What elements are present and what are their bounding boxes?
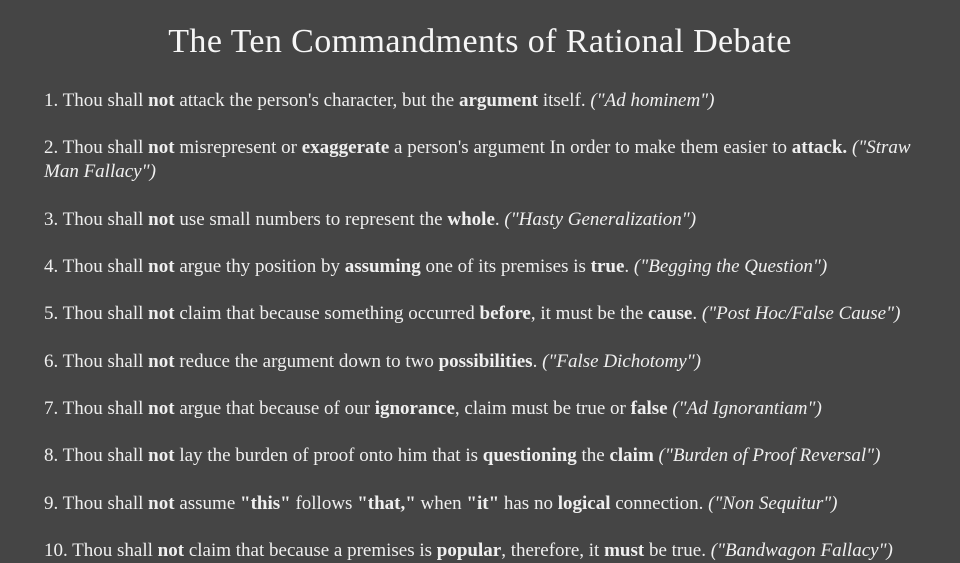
- commandment-text-run: cause: [648, 303, 693, 325]
- commandment-number: 6.: [44, 350, 59, 372]
- commandment-number: 10.: [44, 539, 68, 561]
- commandment-item: [44, 444, 916, 468]
- commandment-text-run: argue thy position by: [174, 256, 345, 278]
- commandment-list: [44, 89, 916, 563]
- commandment-text-run: reduce the argument down to two: [174, 350, 439, 372]
- commandment-text-run: assume: [174, 492, 241, 514]
- commandment-text-run: must: [604, 539, 645, 561]
- commandment-text-run: argue that because of our: [174, 397, 375, 419]
- commandment-text-run: false: [630, 397, 668, 419]
- commandment-text-run: , claim must be true or: [454, 397, 631, 419]
- commandment-item: [44, 255, 916, 279]
- commandment-text-run: popular: [436, 539, 502, 561]
- commandment-text-run: ("Post Hoc/False Cause"): [701, 303, 901, 325]
- commandment-text-run: follows: [290, 492, 358, 514]
- commandment-text-run: "that,": [357, 492, 416, 514]
- commandment-text-run: not: [148, 303, 175, 325]
- commandment-text-run: lay the burden of proof onto him that is: [174, 445, 483, 467]
- commandment-text-run: claim that because a premises is: [184, 539, 437, 561]
- commandment-text-run: ("Begging the Question"): [633, 256, 828, 278]
- commandment-text-run: Thou shall: [62, 89, 149, 111]
- commandment-text-run: ("Ad hominem"): [590, 89, 715, 111]
- commandment-text-run: whole: [447, 208, 495, 230]
- commandment-text-run: Thou shall: [72, 539, 158, 561]
- commandment-text-run: Thou shall: [62, 492, 149, 514]
- commandment-text-run: when: [415, 492, 467, 514]
- commandment-number: 8.: [44, 445, 59, 467]
- commandment-text-run: attack.: [791, 137, 848, 159]
- commandment-text-run: Thou shall: [62, 397, 149, 419]
- commandment-item: [44, 539, 916, 563]
- commandment-text-run: Thou shall: [62, 303, 149, 325]
- commandment-item: [44, 136, 916, 185]
- commandment-text-run: the: [576, 445, 610, 467]
- commandment-text-run: connection.: [610, 492, 709, 514]
- commandment-number: 2.: [44, 137, 59, 159]
- commandment-text-run: questioning: [482, 445, 577, 467]
- commandment-text-run: , it must be the: [530, 303, 649, 325]
- commandment-text-run: claim: [609, 445, 654, 467]
- commandment-text-run: ("Ad Ignorantiam"): [672, 397, 822, 419]
- commandment-text-run: Thou shall: [62, 208, 149, 230]
- commandment-text-run: ("Hasty Generalization"): [504, 208, 697, 230]
- page-title: The Ten Commandments of Rational Debate: [168, 23, 792, 60]
- commandment-text-run: .: [624, 256, 634, 278]
- commandment-text-run: Thou shall: [62, 445, 149, 467]
- commandment-text-run: .: [532, 350, 543, 372]
- commandment-text-run: Thou shall: [62, 256, 149, 278]
- commandment-number: 1.: [44, 89, 59, 111]
- commandment-text-run: Thou shall: [62, 137, 149, 159]
- commandment-text-run: before: [479, 303, 531, 325]
- commandment-text-run: not: [148, 208, 175, 230]
- commandment-text-run: , therefore, it: [501, 539, 605, 561]
- commandment-text-run: use small numbers to represent the: [174, 208, 448, 230]
- commandment-text-run: .: [692, 303, 702, 325]
- commandment-number: 3.: [44, 208, 59, 230]
- commandment-item: [44, 89, 916, 113]
- commandment-number: 5.: [44, 303, 59, 325]
- commandment-text-run: argument: [458, 89, 539, 111]
- commandment-text-run: possibilities: [438, 350, 533, 372]
- commandment-text-run: not: [148, 350, 175, 372]
- commandment-text-run: not: [148, 445, 175, 467]
- commandment-text-run: be true.: [644, 539, 711, 561]
- commandment-text-run: ("Bandwagon Fallacy"): [710, 539, 893, 561]
- commandment-text-run: ("Straw Man Fallacy"): [44, 137, 911, 183]
- commandment-item: [44, 208, 916, 232]
- commandment-text-run: .: [494, 208, 505, 230]
- commandment-text-run: logical: [557, 492, 611, 514]
- commandment-text-run: not: [148, 256, 175, 278]
- commandment-text-run: ("Non Sequitur"): [708, 492, 838, 514]
- commandment-item: [44, 397, 916, 421]
- commandment-text-run: true: [590, 256, 625, 278]
- commandment-text-run: itself.: [538, 89, 591, 111]
- commandment-text-run: Thou shall: [62, 350, 149, 372]
- commandment-text-run: ("False Dichotomy"): [542, 350, 702, 372]
- commandment-text-run: "it": [466, 492, 500, 514]
- commandment-text-run: not: [148, 137, 175, 159]
- commandment-text-run: not: [157, 539, 185, 561]
- commandment-text-run: claim that because something occurred: [174, 303, 480, 325]
- commandment-text-run: attack the person's character, but the: [174, 89, 459, 111]
- commandment-text-run: exaggerate: [301, 137, 390, 159]
- commandment-number: 9.: [44, 492, 59, 514]
- commandment-text-run: not: [148, 397, 175, 419]
- commandment-number: 4.: [44, 256, 59, 278]
- commandment-text-run: not: [148, 492, 175, 514]
- commandment-item: [44, 302, 916, 326]
- commandment-text-run: has no: [499, 492, 558, 514]
- commandment-text-run: ("Burden of Proof Reversal"): [658, 445, 881, 467]
- commandment-text-run: misrepresent or: [174, 137, 302, 159]
- commandment-item: [44, 350, 916, 374]
- commandment-item: [44, 492, 916, 516]
- commandment-text-run: assuming: [344, 256, 421, 278]
- commandment-text-run: a person's argument In order to make them easier to: [389, 137, 792, 159]
- commandment-number: 7.: [44, 397, 59, 419]
- commandment-text-run: "this": [240, 492, 291, 514]
- commandment-text-run: one of its premises is: [420, 256, 591, 278]
- commandment-text-run: ignorance: [374, 397, 455, 419]
- commandment-text-run: not: [148, 89, 175, 111]
